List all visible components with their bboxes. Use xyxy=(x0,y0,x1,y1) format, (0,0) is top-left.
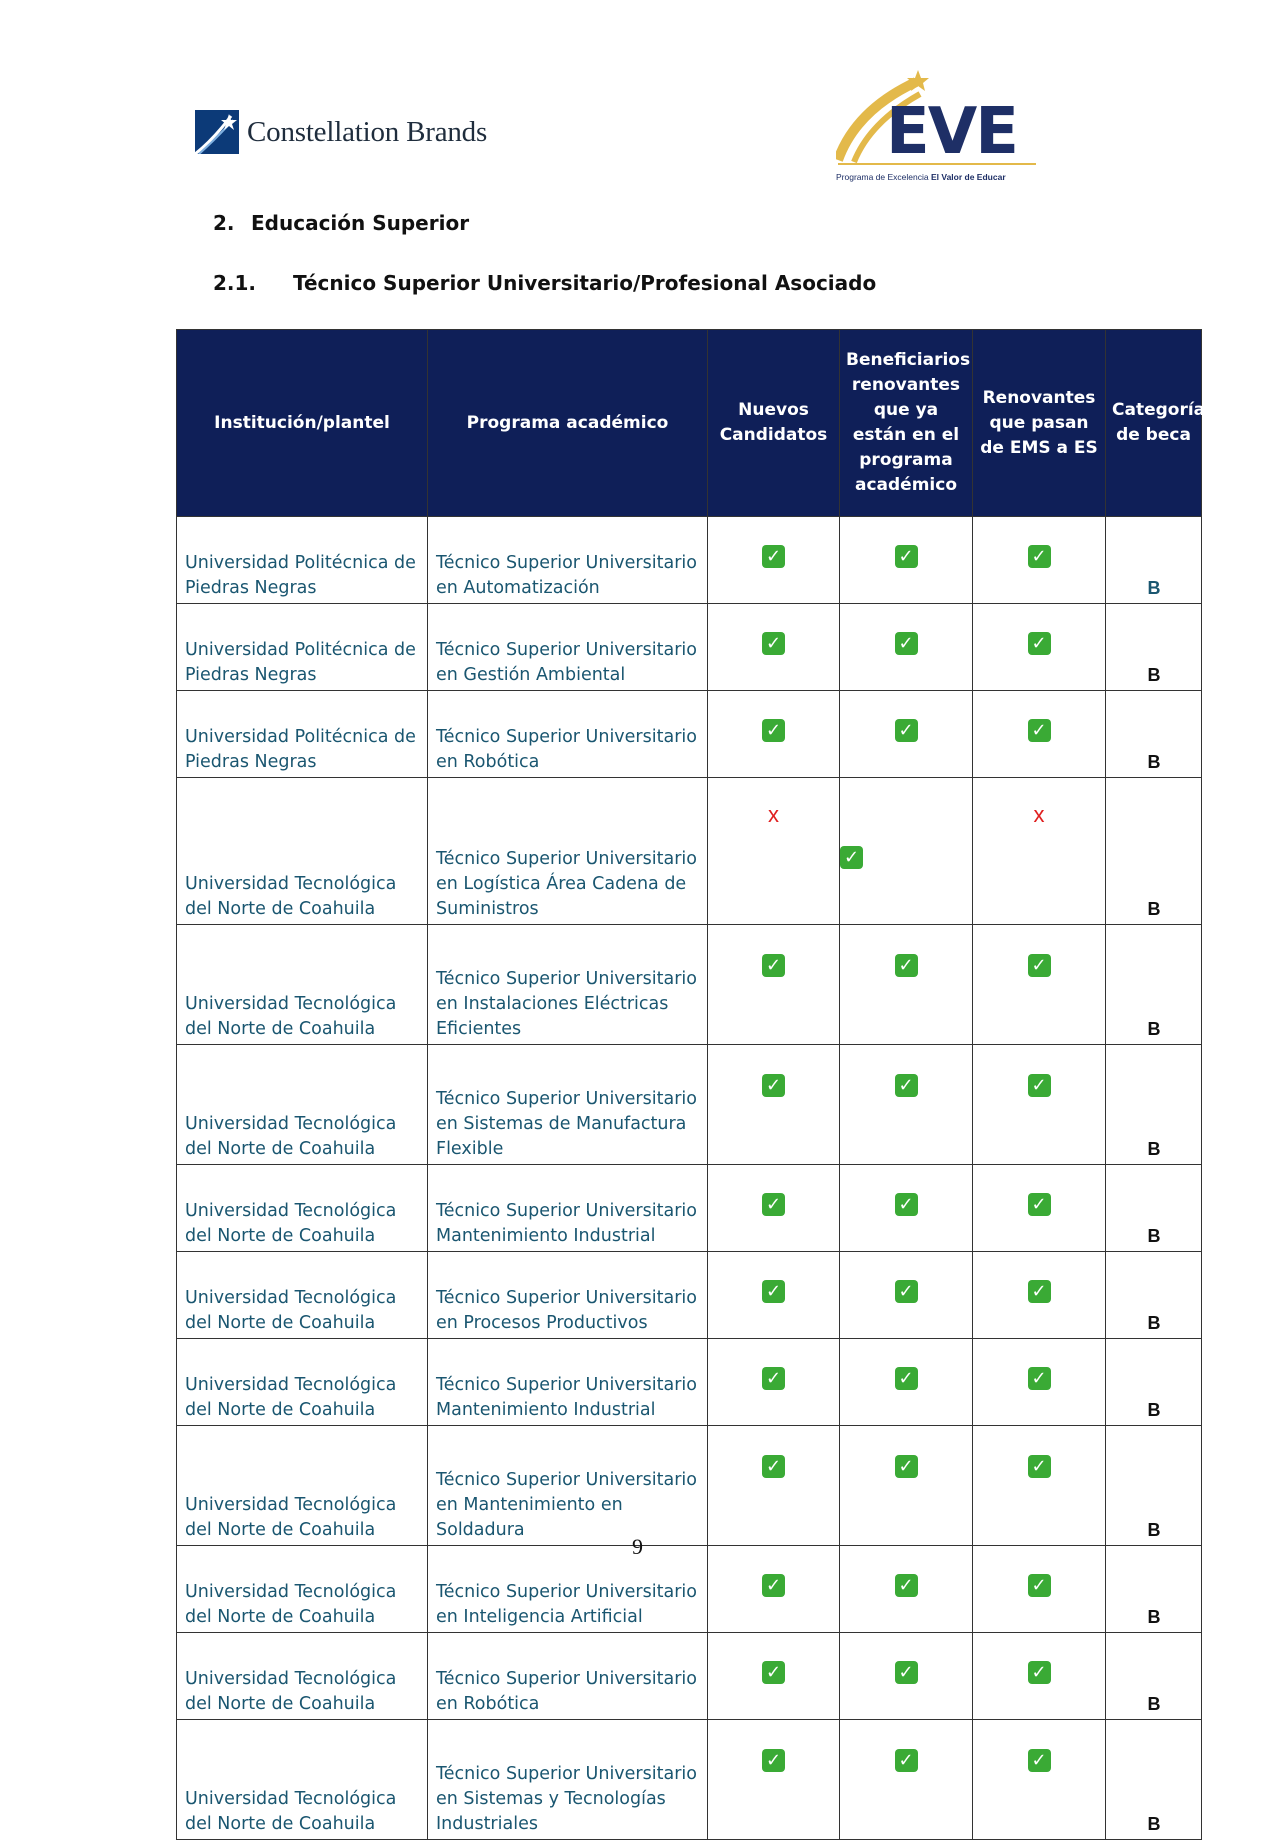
cell-category: B xyxy=(1106,1426,1202,1546)
cell-renovantes xyxy=(840,1252,973,1339)
table-row xyxy=(177,691,1202,778)
check-icon: ✓ xyxy=(762,1661,785,1684)
check-icon: ✓ xyxy=(1028,632,1051,655)
check-icon: ✓ xyxy=(895,632,918,655)
cell-institution: Universidad Tecnológica del Norte de Coahuila xyxy=(177,1426,428,1546)
check-icon: ✓ xyxy=(895,719,918,742)
cell-nuevos xyxy=(708,1633,840,1720)
cell-institution: Universidad Politécnica de Piedras Negras xyxy=(177,604,428,691)
cell-renovantes xyxy=(840,1633,973,1720)
check-icon: ✓ xyxy=(762,1280,785,1303)
check-icon: ✓ xyxy=(1028,954,1051,977)
cell-program: Técnico Superior Universitario en Robótica xyxy=(428,1633,708,1720)
cell-nuevos xyxy=(708,1339,840,1426)
cell-category: B xyxy=(1106,1045,1202,1165)
cell-renovantes xyxy=(840,778,973,925)
check-icon: ✓ xyxy=(895,1749,918,1772)
cell-ems_es xyxy=(973,1165,1106,1252)
cell-category: B xyxy=(1106,1720,1202,1840)
cell-program: Técnico Superior Universitario en Mantenimiento en Soldadura xyxy=(428,1426,708,1546)
subsection-title: Técnico Superior Universitario/Profesional Asociado xyxy=(293,271,877,295)
cell-program: Técnico Superior Universitario en Inteligencia Artificial xyxy=(428,1546,708,1633)
cell-renovantes xyxy=(840,925,973,1045)
check-icon: ✓ xyxy=(1028,545,1051,568)
cell-category: B xyxy=(1106,1546,1202,1633)
check-icon: ✓ xyxy=(895,1574,918,1597)
cell-category: B xyxy=(1106,517,1202,604)
check-icon: ✓ xyxy=(762,632,785,655)
cell-ems_es xyxy=(973,778,1106,925)
section-number: 2. xyxy=(213,211,235,235)
check-icon: ✓ xyxy=(1028,1749,1051,1772)
check-icon: ✓ xyxy=(1028,1280,1051,1303)
cell-program: Técnico Superior Universitario en Gestión Ambiental xyxy=(428,604,708,691)
check-icon: ✓ xyxy=(762,1749,785,1772)
check-icon: ✓ xyxy=(1028,1367,1051,1390)
cell-category: B xyxy=(1106,1165,1202,1252)
check-icon: ✓ xyxy=(895,1661,918,1684)
eve-tagline-bold: El Valor de Educar xyxy=(930,172,1006,182)
cell-category: B xyxy=(1106,604,1202,691)
eve-tagline-regular: Programa de Excelencia xyxy=(836,172,929,182)
cell-nuevos xyxy=(708,517,840,604)
subsection-number: 2.1. xyxy=(213,271,257,295)
constellation-brands-logo xyxy=(195,110,487,154)
cell-category: B xyxy=(1106,1339,1202,1426)
cell-renovantes xyxy=(840,1720,973,1840)
table-row xyxy=(177,604,1202,691)
column-header-scholarship-category: Categoría de beca xyxy=(1106,330,1202,517)
column-header-institution: Institución/plantel xyxy=(177,330,428,517)
cell-nuevos xyxy=(708,1252,840,1339)
check-icon: ✓ xyxy=(895,545,918,568)
cell-institution: Universidad Tecnológica del Norte de Coahuila xyxy=(177,778,428,925)
table-row xyxy=(177,1426,1202,1546)
cell-renovantes xyxy=(840,604,973,691)
check-icon: ✓ xyxy=(1028,719,1051,742)
cell-renovantes xyxy=(840,1339,973,1426)
cell-institution: Universidad Tecnológica del Norte de Coahuila xyxy=(177,1339,428,1426)
cell-ems_es xyxy=(973,1339,1106,1426)
check-icon: ✓ xyxy=(895,1367,918,1390)
cell-category: B xyxy=(1106,925,1202,1045)
cell-category: B xyxy=(1106,778,1202,925)
check-icon: ✓ xyxy=(895,1455,918,1478)
check-icon: ✓ xyxy=(1028,1661,1051,1684)
table-row xyxy=(177,925,1202,1045)
cell-nuevos xyxy=(708,1165,840,1252)
cell-program: Técnico Superior Universitario en Sistemas y Tecnologías Industriales xyxy=(428,1720,708,1840)
check-icon: ✓ xyxy=(762,954,785,977)
column-header-renewing-ems-to-es: Renovantes que pasan de EMS a ES xyxy=(973,330,1106,517)
subsection-heading xyxy=(213,271,876,295)
cell-institution: Universidad Politécnica de Piedras Negras xyxy=(177,691,428,778)
cell-program: Técnico Superior Universitario Mantenimiento Industrial xyxy=(428,1165,708,1252)
constellation-star-icon xyxy=(195,110,239,154)
cell-program: Técnico Superior Universitario Mantenimiento Industrial xyxy=(428,1339,708,1426)
cell-program: Técnico Superior Universitario en Automatización xyxy=(428,517,708,604)
cross-icon: x xyxy=(768,802,779,827)
check-icon: ✓ xyxy=(762,1574,785,1597)
cell-program: Técnico Superior Universitario en Robótica xyxy=(428,691,708,778)
cell-renovantes xyxy=(840,517,973,604)
check-icon: ✓ xyxy=(895,954,918,977)
cell-nuevos xyxy=(708,691,840,778)
check-icon: ✓ xyxy=(762,719,785,742)
cell-ems_es xyxy=(973,1633,1106,1720)
cell-ems_es xyxy=(973,1045,1106,1165)
check-icon: ✓ xyxy=(762,1193,785,1216)
cell-program: Técnico Superior Universitario en Logística Área Cadena de Suministros xyxy=(428,778,708,925)
check-icon: ✓ xyxy=(1028,1455,1051,1478)
cell-institution: Universidad Tecnológica del Norte de Coahuila xyxy=(177,1633,428,1720)
table-row xyxy=(177,1252,1202,1339)
column-header-renewing-beneficiaries: Beneficiarios renovantes que ya están en el programa académico xyxy=(840,330,973,517)
eve-logo xyxy=(836,70,1036,190)
cell-category: B xyxy=(1106,691,1202,778)
table-header-row xyxy=(177,330,1202,517)
cell-program: Técnico Superior Universitario en Instalaciones Eléctricas Eficientes xyxy=(428,925,708,1045)
table-row xyxy=(177,517,1202,604)
eve-tagline xyxy=(836,172,1036,182)
cell-ems_es xyxy=(973,517,1106,604)
cell-institution: Universidad Tecnológica del Norte de Coahuila xyxy=(177,1045,428,1165)
check-icon: ✓ xyxy=(1028,1074,1051,1097)
cell-nuevos xyxy=(708,604,840,691)
check-icon: ✓ xyxy=(762,1367,785,1390)
table-row xyxy=(177,1045,1202,1165)
cell-ems_es xyxy=(973,691,1106,778)
table-row xyxy=(177,1165,1202,1252)
table-row xyxy=(177,778,1202,925)
scholarship-programs-table xyxy=(176,329,1206,1840)
cell-renovantes xyxy=(840,1045,973,1165)
cell-renovantes xyxy=(840,691,973,778)
check-icon: ✓ xyxy=(895,1193,918,1216)
table-row xyxy=(177,1633,1202,1720)
cell-nuevos xyxy=(708,1045,840,1165)
check-icon: ✓ xyxy=(762,1074,785,1097)
cell-category: B xyxy=(1106,1252,1202,1339)
cell-ems_es xyxy=(973,925,1106,1045)
cell-program: Técnico Superior Universitario en Procesos Productivos xyxy=(428,1252,708,1339)
page-number: 9 xyxy=(632,1534,643,1559)
cell-ems_es xyxy=(973,1252,1106,1339)
cell-nuevos xyxy=(708,925,840,1045)
cell-institution: Universidad Tecnológica del Norte de Coahuila xyxy=(177,1252,428,1339)
check-icon: ✓ xyxy=(762,1455,785,1478)
cell-institution: Universidad Tecnológica del Norte de Coahuila xyxy=(177,1720,428,1840)
cell-program: Técnico Superior Universitario en Sistemas de Manufactura Flexible xyxy=(428,1045,708,1165)
cell-ems_es xyxy=(973,1426,1106,1546)
column-header-new-candidates: Nuevos Candidatos xyxy=(708,330,840,517)
column-header-program: Programa académico xyxy=(428,330,708,517)
cell-nuevos xyxy=(708,778,840,925)
check-icon: ✓ xyxy=(840,846,863,869)
cross-icon: x xyxy=(1033,802,1045,827)
cell-category: B xyxy=(1106,1633,1202,1720)
check-icon: ✓ xyxy=(762,545,785,568)
table-row xyxy=(177,1339,1202,1426)
cell-nuevos xyxy=(708,1720,840,1840)
cell-institution: Universidad Politécnica de Piedras Negras xyxy=(177,517,428,604)
table-row xyxy=(177,1720,1202,1840)
cell-institution: Universidad Tecnológica del Norte de Coahuila xyxy=(177,1546,428,1633)
cell-renovantes xyxy=(840,1165,973,1252)
section-title: Educación Superior xyxy=(251,211,470,235)
check-icon: ✓ xyxy=(1028,1574,1051,1597)
cell-ems_es xyxy=(973,1720,1106,1840)
cell-institution: Universidad Tecnológica del Norte de Coahuila xyxy=(177,1165,428,1252)
cell-ems_es xyxy=(973,604,1106,691)
check-icon: ✓ xyxy=(895,1280,918,1303)
constellation-brands-wordmark: Constellation Brands xyxy=(247,115,488,148)
check-icon: ✓ xyxy=(1028,1193,1051,1216)
cell-nuevos xyxy=(708,1426,840,1546)
eve-wordmark: EVE xyxy=(886,95,1017,169)
check-icon: ✓ xyxy=(895,1074,918,1097)
cell-renovantes xyxy=(840,1426,973,1546)
cell-institution: Universidad Tecnológica del Norte de Coahuila xyxy=(177,925,428,1045)
section-heading xyxy=(213,211,469,235)
